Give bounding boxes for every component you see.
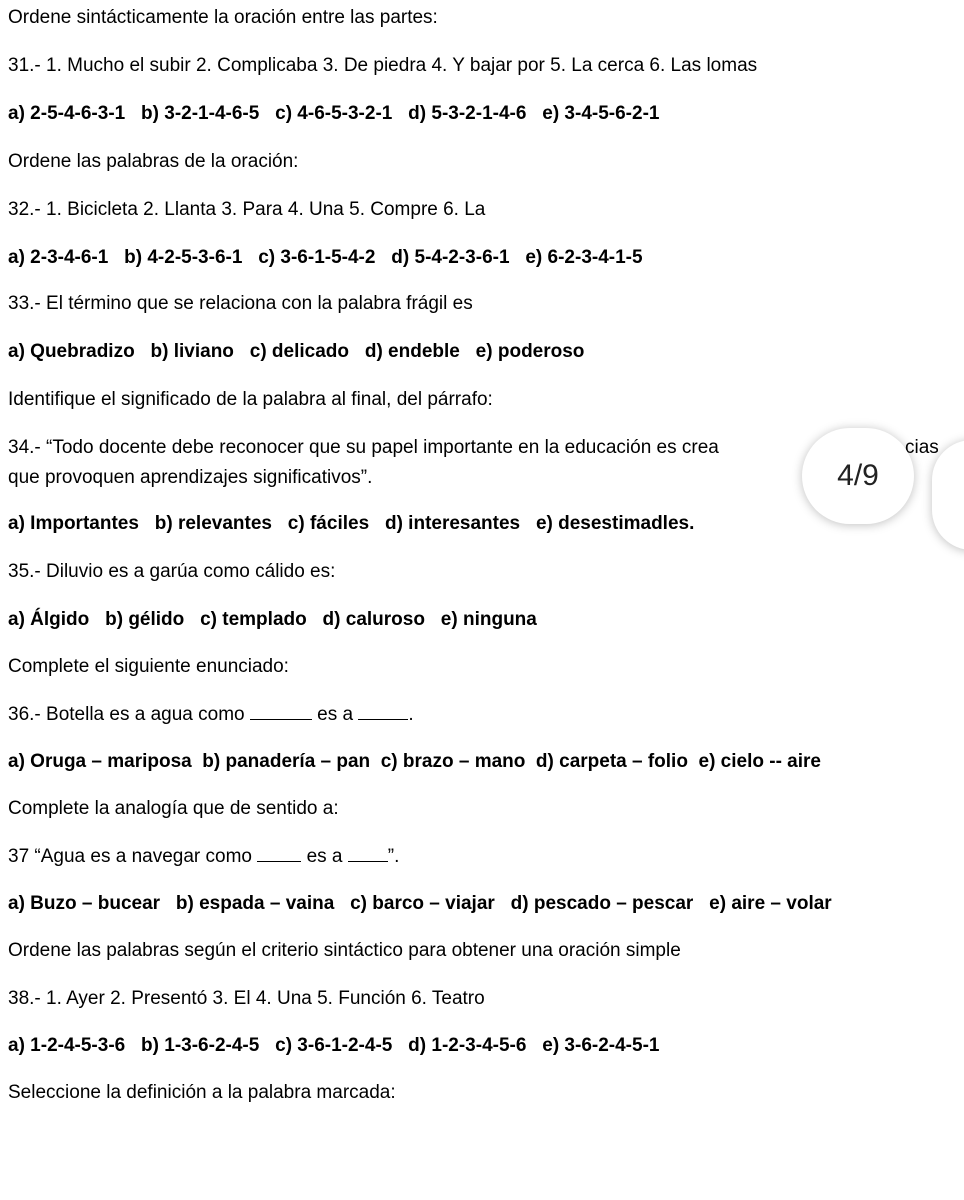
q36-stem-part2: es a [317,704,354,725]
q37-blank-2 [348,846,388,862]
q36-stem-part1: 36.- Botella es a agua como [8,704,245,725]
q32-stem: 32.- 1. Bicicleta 2. Llanta 3. Para 4. Una 5. Compre 6. La [8,199,486,220]
q37-stem [8,845,399,869]
q37-stem-part1: 37 “Agua es a navegar como [8,846,252,867]
q37-options: a) Buzo – bucear b) espada – vaina c) barco – viajar d) pescado – pescar e) aire – volar [8,893,832,914]
q37-stem-part3: ”. [387,846,400,867]
q32-instruction: Ordene las palabras de la oración: [8,151,299,172]
q34-options: a) Importantes b) relevantes c) fáciles d) interesantes e) desestimadles. [8,513,695,534]
q32-options: a) 2-3-4-6-1 b) 4-2-5-3-6-1 c) 3-6-1-5-4-2 d) 5-4-2-3-6-1 e) 6-2-3-4-1-5 [8,247,643,268]
q38-stem: 38.- 1. Ayer 2. Presentó 3. El 4. Una 5. Función 6. Teatro [8,988,485,1009]
q36-blank-1 [250,704,312,720]
q36-options: a) Oruga – mariposa b) panadería – pan c) brazo – mano d) carpeta – folio e) cielo -- aire [8,751,821,772]
q31-stem: 31.- 1. Mucho el subir 2. Complicaba 3. De piedra 4. Y bajar por 5. La cerca 6. Las lomas [8,55,758,76]
q36-blank-2 [358,704,408,720]
next-instruction: Seleccione la definición a la palabra marcada: [8,1082,396,1103]
q33-options: a) Quebradizo b) liviano c) delicado d) endeble e) poderoso [8,341,585,362]
q36-instruction: Complete el siguiente enunciado: [8,656,289,677]
q38-options: a) 1-2-4-5-3-6 b) 1-3-6-2-4-5 c) 3-6-1-2-4-5 d) 1-2-3-4-5-6 e) 3-6-2-4-5-1 [8,1035,660,1056]
q33-stem: 33.- El término que se relaciona con la palabra frágil es [8,293,473,314]
q35-stem: 35.- Diluvio es a garúa como cálido es: [8,561,336,582]
q34-stem-line1-tail: cias [905,437,939,458]
q31-instruction: Ordene sintácticamente la oración entre las partes: [8,7,438,28]
q34-stem-line1: 34.- “Todo docente debe reconocer que su papel importante en la educación es crea [8,437,719,458]
q31-options: a) 2-5-4-6-3-1 b) 3-2-1-4-6-5 c) 4-6-5-3-2-1 d) 5-3-2-1-4-6 e) 3-4-5-6-2-1 [8,103,660,124]
q37-blank-1 [257,846,301,862]
q37-stem-part2: es a [306,846,343,867]
q34-instruction: Identifique el significado de la palabra al final, del párrafo: [8,389,493,410]
q36-stem [8,703,414,727]
q34-stem-line2: que provoquen aprendizajes significativos”. [8,467,373,488]
page-indicator: 4/9 [802,428,914,524]
q37-instruction: Complete la analogía que de sentido a: [8,798,339,819]
q36-stem-part3: . [408,704,414,725]
q38-instruction: Ordene las palabras según el criterio sintáctico para obtener una oración simple [8,940,681,961]
q35-options: a) Álgido b) gélido c) templado d) caluroso e) ninguna [8,609,537,630]
